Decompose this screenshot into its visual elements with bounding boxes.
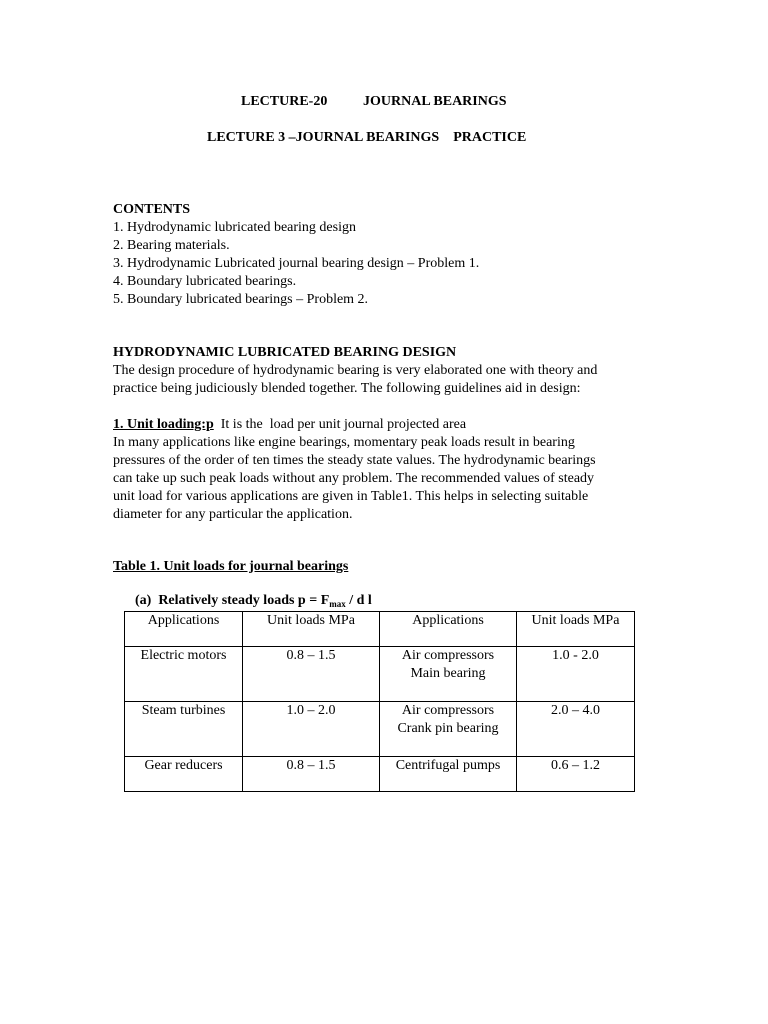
table-row <box>125 647 635 702</box>
table-cell: 2.0 – 4.0 <box>517 702 635 757</box>
unit-loading-line <box>113 416 466 434</box>
cell-line: Air compressors <box>401 703 495 718</box>
table-row <box>125 702 635 757</box>
contents-heading: CONTENTS <box>113 202 191 217</box>
lecture-number-title: LECTURE-20 <box>241 94 328 109</box>
table-header-cell: Unit loads MPa <box>243 612 380 647</box>
table-subcaption <box>135 592 372 610</box>
table-header-cell: Unit loads MPa <box>517 612 635 647</box>
table-header-row <box>125 612 635 647</box>
table-cell: 0.8 – 1.5 <box>243 647 380 702</box>
paragraph-line: The design procedure of hydrodynamic bearing is very elaborated one with theory and <box>113 363 598 378</box>
cell-line: Air compressors <box>401 648 495 663</box>
subcaption-subscript: max <box>329 599 346 609</box>
section-paragraph <box>113 362 653 398</box>
table-cell: 1.0 - 2.0 <box>517 647 635 702</box>
unit-loading-paragraph <box>113 434 653 524</box>
unit-loads-table <box>124 611 635 792</box>
table-cell <box>380 757 517 792</box>
contents-list <box>113 219 653 309</box>
paragraph-line: In many applications like engine bearings, momentary peak loads result in bearing <box>113 435 575 450</box>
contents-item: 4. Boundary lubricated bearings. <box>113 274 297 289</box>
unit-loading-definition: It is the load per unit journal projected area <box>213 417 467 432</box>
lecture-subtitle: LECTURE 3 –JOURNAL BEARINGS PRACTICE <box>207 130 527 145</box>
unit-loading-label: 1. Unit loading:p <box>113 417 214 432</box>
contents-item: 3. Hydrodynamic Lubricated journal bearing design – Problem 1. <box>113 256 480 271</box>
subcaption-text: (a) Relatively steady loads p = F <box>135 593 330 608</box>
cell-line: Crank pin bearing <box>397 721 499 736</box>
paragraph-line: can take up such peak loads without any problem. The recommended values of steady <box>113 471 595 486</box>
paragraph-line: unit load for various applications are given in Table1. This helps in selecting suitable <box>113 489 589 504</box>
table-cell <box>380 702 517 757</box>
paragraph-line: diameter for any particular the application. <box>113 507 353 522</box>
table-cell: Electric motors <box>125 647 243 702</box>
subcaption-text-end: / d l <box>345 593 372 608</box>
table-header-cell: Applications <box>125 612 243 647</box>
table-caption: Table 1. Unit loads for journal bearings <box>113 559 349 574</box>
paragraph-line: pressures of the order of ten times the steady state values. The hydrodynamic bearings <box>113 453 596 468</box>
cell-line: Centrifugal pumps <box>395 758 501 773</box>
table-cell: Steam turbines <box>125 702 243 757</box>
table-cell: Gear reducers <box>125 757 243 792</box>
contents-item: 2. Bearing materials. <box>113 238 230 253</box>
table-row <box>125 757 635 792</box>
table-cell: 0.6 – 1.2 <box>517 757 635 792</box>
table-cell: 1.0 – 2.0 <box>243 702 380 757</box>
section-heading: HYDRODYNAMIC LUBRICATED BEARING DESIGN <box>113 345 457 360</box>
table-header-cell: Applications <box>380 612 517 647</box>
table-cell: 0.8 – 1.5 <box>243 757 380 792</box>
contents-item: 5. Boundary lubricated bearings – Problem 2. <box>113 292 369 307</box>
lecture-topic-title: JOURNAL BEARINGS <box>363 94 507 109</box>
paragraph-line: practice being judiciously blended together. The following guidelines aid in design: <box>113 381 581 396</box>
cell-line: Main bearing <box>410 666 486 681</box>
contents-item: 1. Hydrodynamic lubricated bearing design <box>113 220 356 235</box>
table-cell <box>380 647 517 702</box>
